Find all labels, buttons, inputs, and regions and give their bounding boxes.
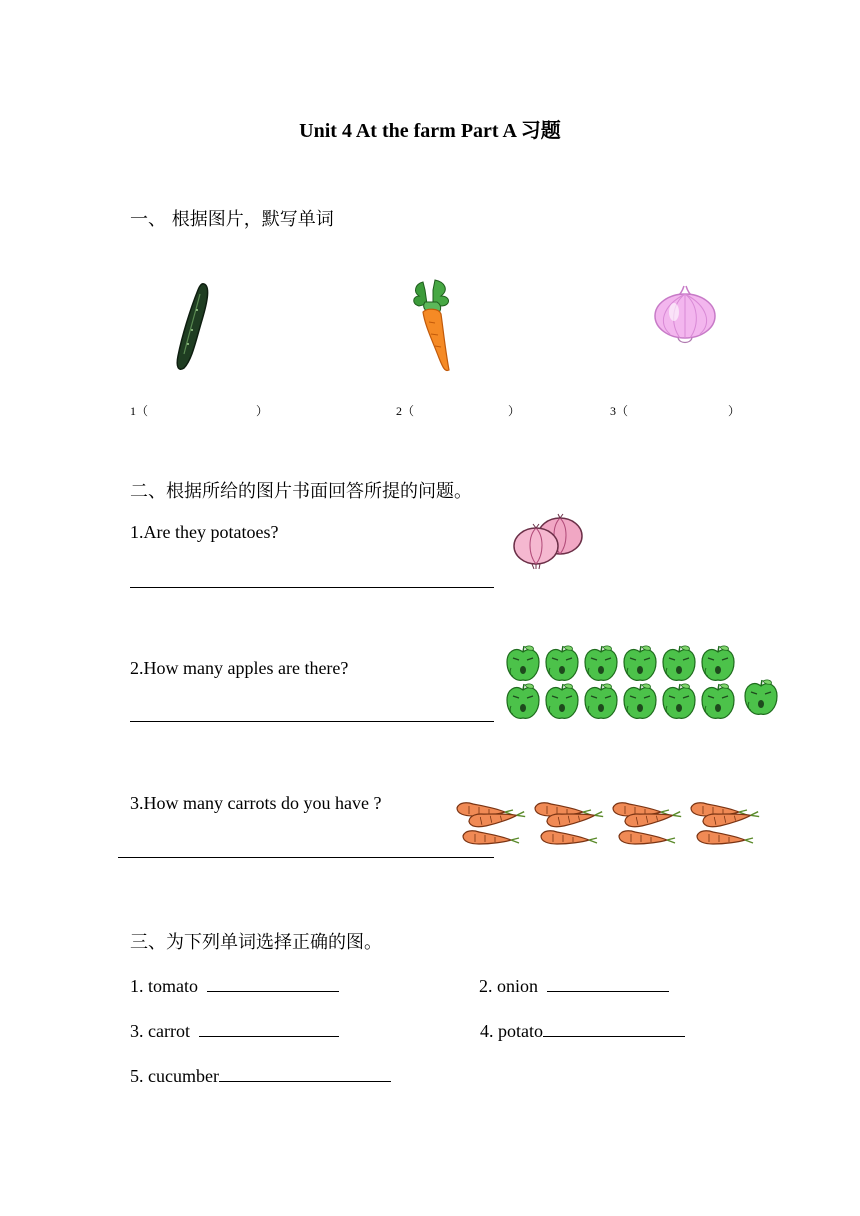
section-3-heading: 三、为下列单词选择正确的图。	[130, 932, 382, 953]
word-onion: 2. onion	[479, 973, 669, 997]
word-carrot: 3. carrot	[130, 1018, 339, 1042]
answer-item-3: 3（ ）	[610, 404, 741, 418]
question-1: 1.Are they potatoes?	[130, 522, 279, 542]
answer-item-1: 1（ ）	[130, 404, 269, 418]
word-potato: 4. potato	[480, 1018, 685, 1042]
answer-line-3	[118, 857, 494, 858]
blank-cucumber[interactable]	[219, 1063, 391, 1082]
apples-icon	[505, 642, 785, 722]
carrot-icon	[405, 278, 457, 376]
answer-item-2: 2（ ）	[396, 404, 521, 418]
blank-potato[interactable]	[543, 1018, 685, 1037]
onions-icon	[508, 512, 584, 570]
answer-line-1	[130, 587, 494, 588]
cucumber-icon	[170, 280, 220, 375]
blank-onion[interactable]	[547, 973, 669, 992]
question-2: 2.How many apples are there?	[130, 658, 349, 678]
word-cucumber: 5. cucumber	[130, 1063, 391, 1087]
onion-icon	[650, 284, 720, 346]
section-2-heading: 二、根据所给的图片书面回答所提的问题。	[130, 481, 472, 502]
section-1-heading: 一、 根据图片，默写单词	[130, 209, 334, 230]
blank-tomato[interactable]	[207, 973, 339, 992]
blank-carrot[interactable]	[199, 1018, 339, 1037]
word-tomato: 1. tomato	[130, 973, 339, 997]
carrots-icon	[455, 796, 765, 850]
question-3: 3.How many carrots do you have ?	[130, 793, 382, 813]
page-title: Unit 4 At the farm Part A 习题	[299, 120, 561, 142]
answer-line-2	[130, 721, 494, 722]
